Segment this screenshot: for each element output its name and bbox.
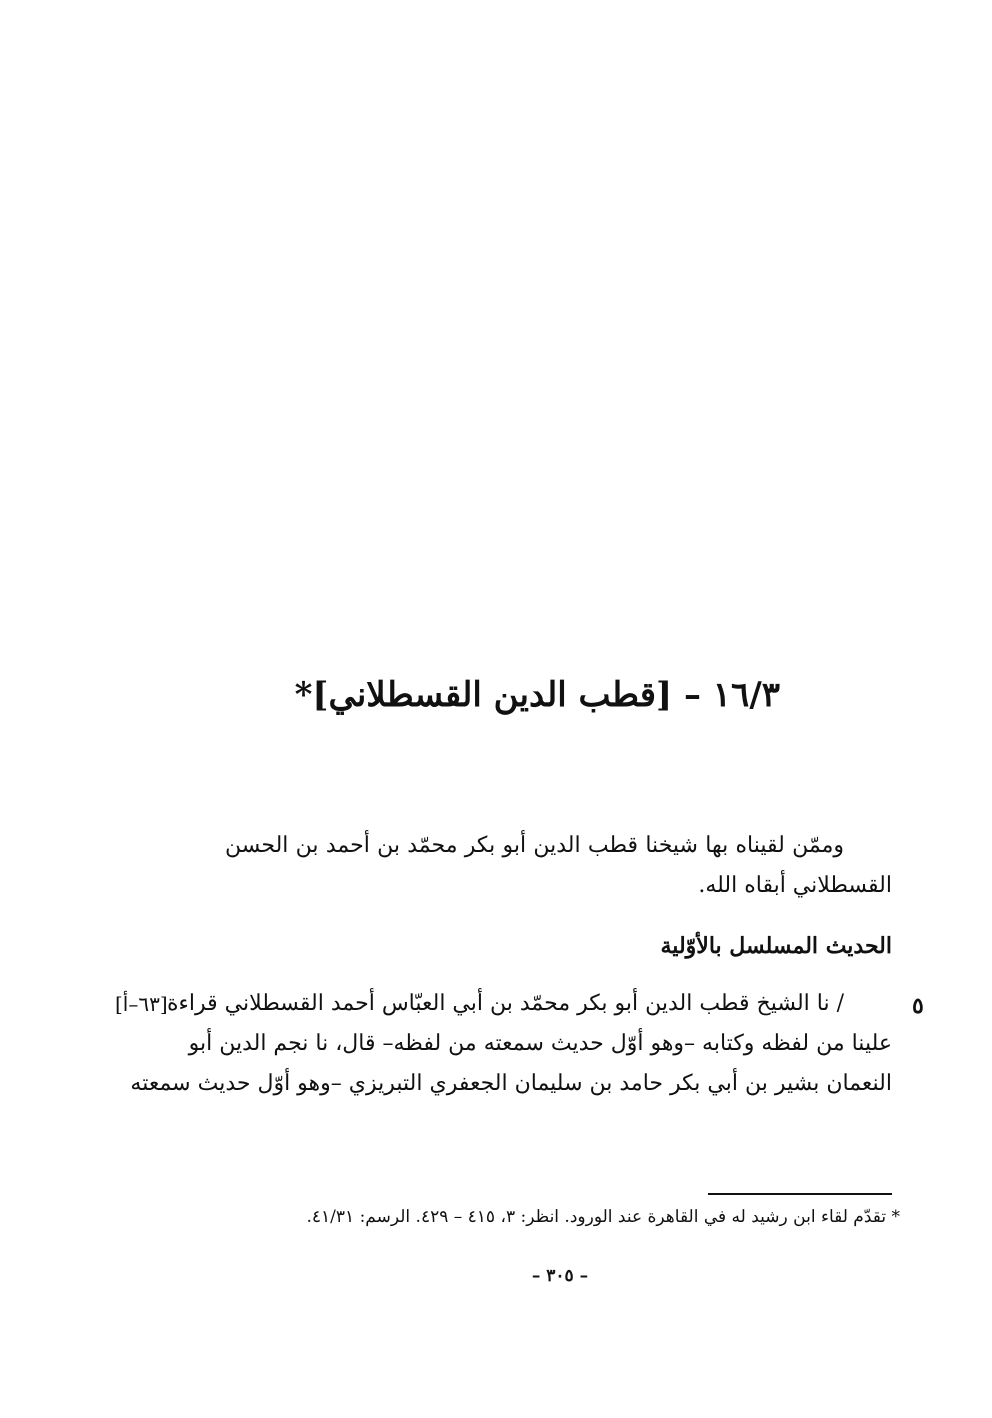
chapter-title: ١٦/٣ – [قطب الدين القسطلاني]* xyxy=(294,674,780,715)
manuscript-folio-reference: [٦٣–أ] xyxy=(115,992,168,1016)
line-number: ٥ xyxy=(912,993,924,1019)
intro-text: وممّن لقيناه بها شيخنا قطب الدين أبو بكر محمّد بن أحمد بن الحسن القسطلاني أبقاه الله. xyxy=(225,833,892,898)
intro-paragraph xyxy=(225,826,892,906)
page-number: – ٣٠٥ – xyxy=(531,1266,589,1286)
body-line: / نا الشيخ قطب الدين أبو بكر محمّد بن أبي العبّاس أحمد القسطلاني قراءة xyxy=(167,991,844,1016)
footnote: * تقدّم لقاء ابن رشيد له في القاهرة عند الورود. انظر: ٣، ٤١٥ – ٤٢٩. الرسم: ٤١/٣١. xyxy=(306,1207,900,1227)
footnote-divider xyxy=(708,1193,892,1195)
section-heading: الحديث المسلسل بالأوّلية xyxy=(660,933,892,959)
body-line: علينا من لفظه وكتابه –وهو أوّل حديث سمعته من لفظه– قال، نا نجم الدين أبو xyxy=(188,1031,892,1056)
body-line: النعمان بشير بن أبي بكر حامد بن سليمان الجعفري التبريزي –وهو أوّل حديث سمعته xyxy=(130,1071,892,1096)
